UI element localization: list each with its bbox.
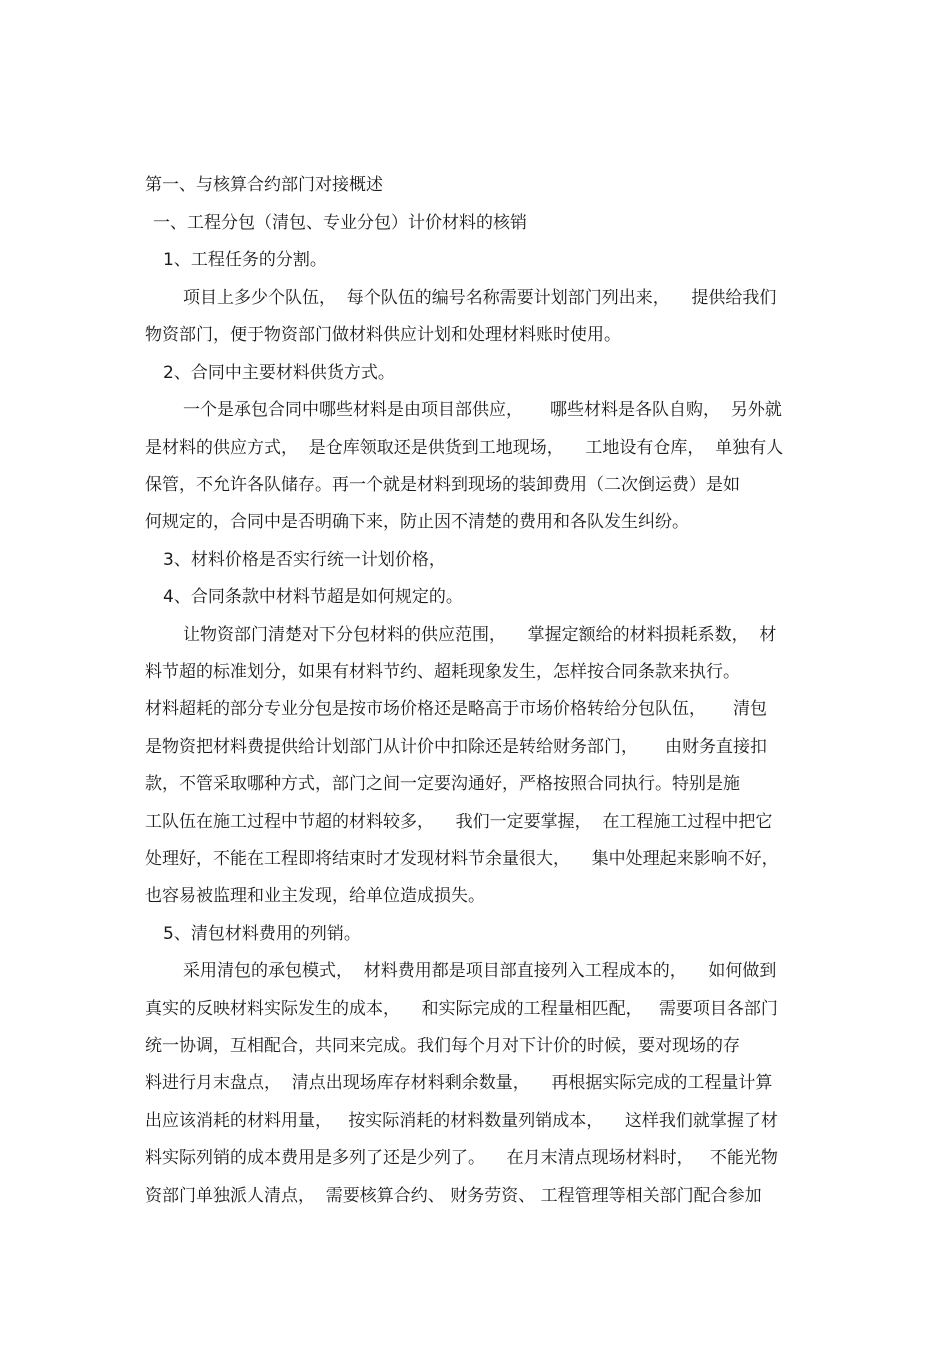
paragraph-line: 处理好，不能在工程即将结束时才发现材料节余量很大， 集中处理起来影响不好， [145,849,779,869]
paragraph-line: 出应该消耗的材料用量， 按实际消耗的材料数量列销成本， 这样我们就掌握了材 [145,1111,778,1131]
paragraph-line: 料进行月末盘点， 清点出现场库存材料剩余数量， 再根据实际完成的工程量计算 [145,1073,773,1093]
item-heading: 1、工程任务的分割。 [163,250,327,270]
paragraph-line: 项目上多少个队伍， 每个队伍的编号名称需要计划部门列出来， 提供给我们 [183,288,777,308]
paragraph-line: 物资部门，便于物资部门做材料供应计划和处理材料账时使用。 [145,325,621,345]
paragraph-line: 采用清包的承包模式， 材料费用都是项目部直接列入工程成本的， 如何做到 [183,961,777,981]
paragraph-line: 款，不管采取哪种方式，部门之间一定要沟通好，严格按照合同执行。特别是施 [145,774,740,794]
section-heading: 第一、与核算合约部门对接概述 [145,175,383,195]
paragraph-line: 资部门单独派人清点， 需要核算合约、 财务劳资、 工程管理等相关部门配合参加 [145,1186,762,1206]
paragraph-line: 料节超的标准划分，如果有材料节约、超耗现象发生，怎样按合同条款来执行。 [145,662,740,682]
item-heading: 5、清包材料费用的列销。 [163,924,361,944]
item-heading: 4、合同条款中材料节超是如何规定的。 [163,587,463,607]
paragraph-line: 统一协调，互相配合，共同来完成。我们每个月对下计价的时候，要对现场的存 [145,1036,740,1056]
subsection-heading: 一、工程分包（清包、专业分包）计价材料的核销 [153,213,527,233]
paragraph-line: 料实际列销的成本费用是多列了还是少列了。 在月末清点现场材料时， 不能光物 [145,1148,778,1168]
paragraph-line: 让物资部门清楚对下分包材料的供应范围， 掌握定额给的材料损耗系数， 材 [183,625,777,645]
paragraph-line: 是物资把材料费提供给计划部门从计价中扣除还是转给财务部门， 由财务直接扣 [145,737,768,757]
item-heading: 3、材料价格是否实行统一计划价格， [163,550,446,570]
item-heading: 2、合同中主要材料供货方式。 [163,363,395,383]
paragraph-line: 保管，不允许各队储存。再一个就是材料到现场的装卸费用（二次倒运费）是如 [145,475,740,495]
paragraph-line: 材料超耗的部分专业分包是按市场价格还是略高于市场价格转给分包队伍， 清包 [145,699,768,719]
paragraph-line: 一个是承包合同中哪些材料是由项目部供应， 哪些材料是各队自购， 另外就 [183,400,782,420]
paragraph-line: 真实的反映材料实际发生的成本， 和实际完成的工程量相匹配， 需要项目各部门 [145,999,778,1019]
paragraph-line: 工队伍在施工过程中节超的材料较多， 我们一定要掌握， 在工程施工过程中把它 [145,812,773,832]
paragraph-line: 是材料的供应方式， 是仓库领取还是供货到工地现场， 工地设有仓库， 单独有人 [145,438,784,458]
paragraph-line: 也容易被监理和业主发现，给单位造成损失。 [145,886,485,906]
paragraph-line: 何规定的，合同中是否明确下来，防止因不清楚的费用和各队发生纠纷。 [145,512,689,532]
